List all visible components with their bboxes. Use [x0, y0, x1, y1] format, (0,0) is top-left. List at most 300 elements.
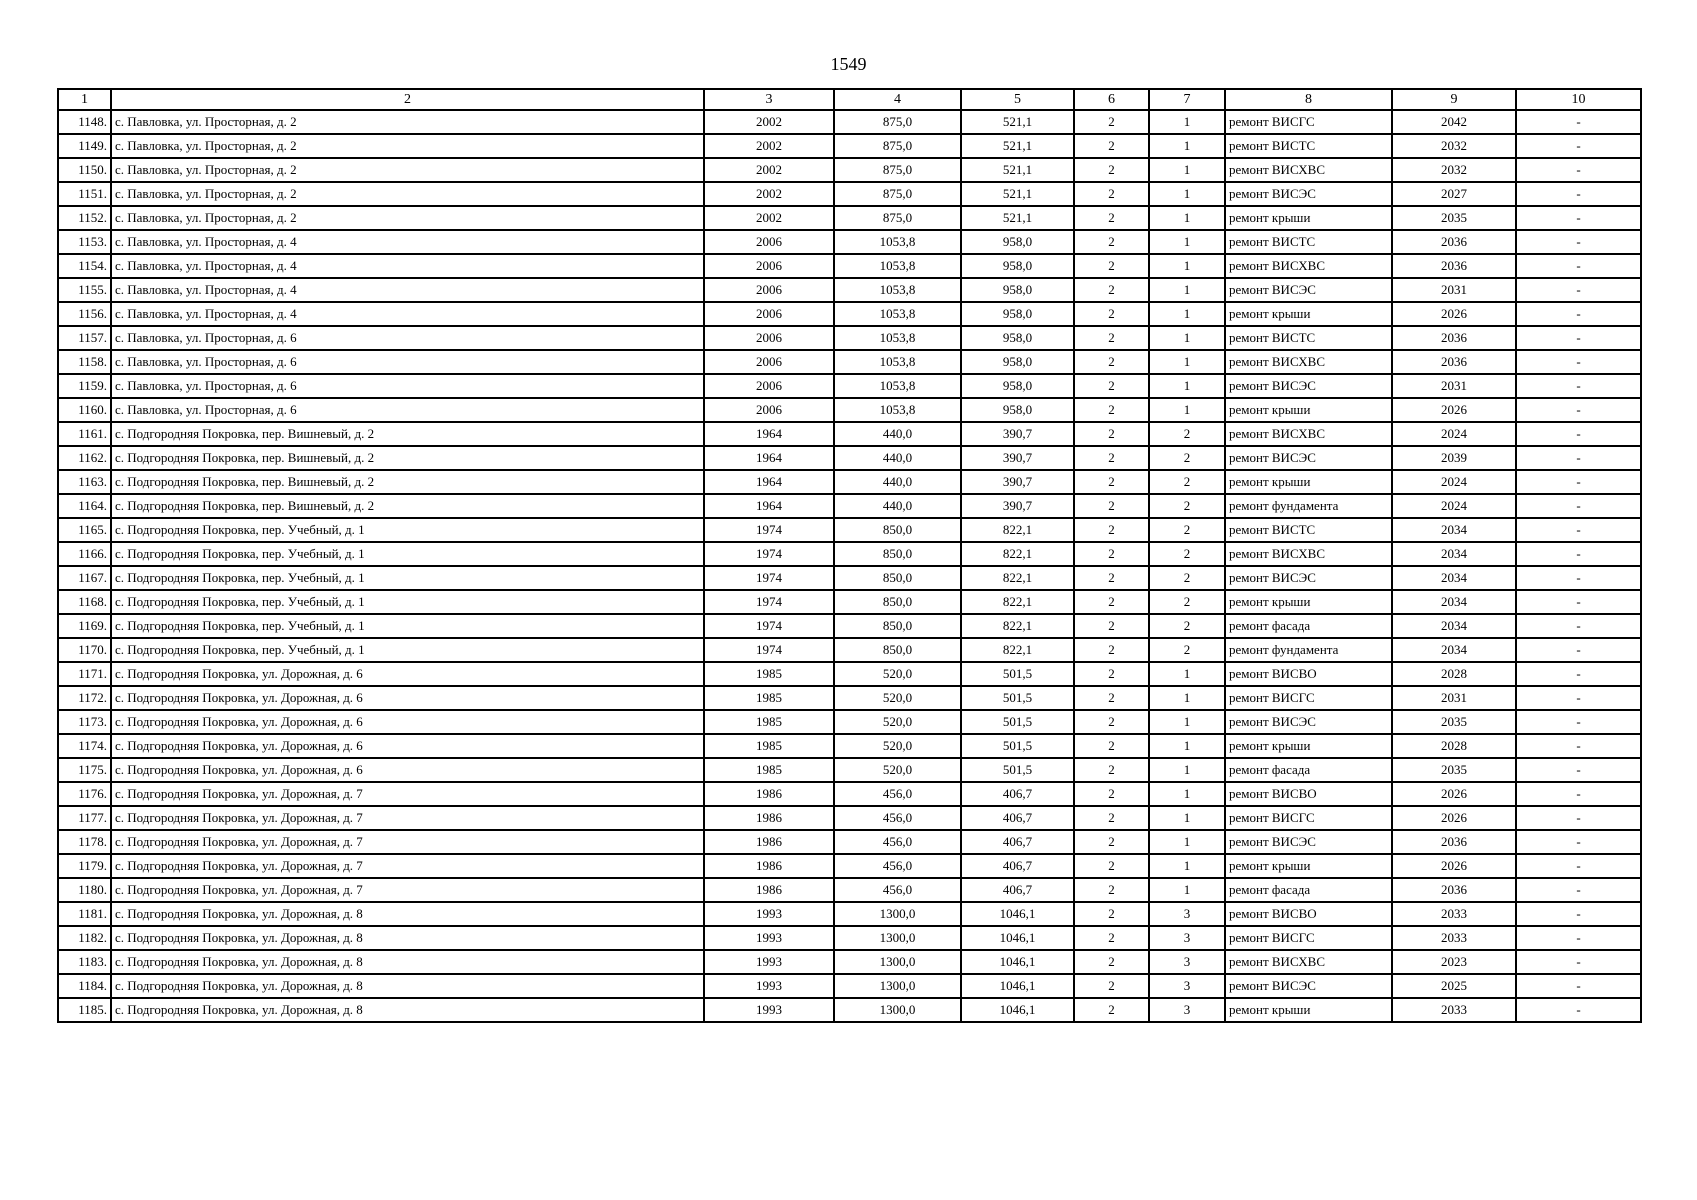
entrances-cell: 1	[1149, 758, 1225, 782]
floors-cell: 2	[1074, 182, 1149, 206]
entrances-cell: 2	[1149, 638, 1225, 662]
table-row	[58, 614, 1641, 638]
work-type-cell: ремонт ВИСЭС	[1225, 446, 1392, 470]
living-area-cell: 390,7	[961, 422, 1074, 446]
entrances-cell: 1	[1149, 326, 1225, 350]
year-cell: 1974	[704, 542, 834, 566]
note-cell: -	[1516, 374, 1641, 398]
living-area-cell: 822,1	[961, 542, 1074, 566]
floors-cell: 2	[1074, 350, 1149, 374]
note-cell: -	[1516, 830, 1641, 854]
planned-year-cell: 2035	[1392, 710, 1516, 734]
work-type-cell: ремонт ВИСЭС	[1225, 974, 1392, 998]
floors-cell: 2	[1074, 422, 1149, 446]
total-area-cell: 520,0	[834, 686, 961, 710]
note-cell: -	[1516, 518, 1641, 542]
address-cell: с. Павловка, ул. Просторная, д. 4	[111, 278, 704, 302]
entrances-cell: 2	[1149, 470, 1225, 494]
entrances-cell: 1	[1149, 134, 1225, 158]
living-area-cell: 822,1	[961, 590, 1074, 614]
row-number-cell: 1162.	[58, 446, 111, 470]
living-area-cell: 958,0	[961, 302, 1074, 326]
work-type-cell: ремонт ВИСТС	[1225, 518, 1392, 542]
total-area-cell: 1300,0	[834, 902, 961, 926]
year-cell: 1986	[704, 830, 834, 854]
floors-cell: 2	[1074, 590, 1149, 614]
address-cell: с. Подгородняя Покровка, ул. Дорожная, д. 6	[111, 662, 704, 686]
total-area-cell: 1053,8	[834, 278, 961, 302]
column-header: 7	[1149, 89, 1225, 110]
entrances-cell: 1	[1149, 830, 1225, 854]
entrances-cell: 1	[1149, 686, 1225, 710]
work-type-cell: ремонт ВИСХВС	[1225, 350, 1392, 374]
living-area-cell: 822,1	[961, 638, 1074, 662]
total-area-cell: 1300,0	[834, 974, 961, 998]
living-area-cell: 390,7	[961, 470, 1074, 494]
address-cell: с. Подгородняя Покровка, ул. Дорожная, д. 8	[111, 926, 704, 950]
total-area-cell: 875,0	[834, 182, 961, 206]
address-cell: с. Подгородняя Покровка, пер. Вишневый, д. 2	[111, 422, 704, 446]
note-cell: -	[1516, 710, 1641, 734]
note-cell: -	[1516, 590, 1641, 614]
total-area-cell: 850,0	[834, 614, 961, 638]
table-row	[58, 182, 1641, 206]
address-cell: с. Подгородняя Покровка, ул. Дорожная, д. 7	[111, 854, 704, 878]
work-type-cell: ремонт ВИСХВС	[1225, 422, 1392, 446]
row-number-cell: 1148.	[58, 110, 111, 134]
column-number-row	[58, 89, 1641, 110]
planned-year-cell: 2026	[1392, 398, 1516, 422]
address-cell: с. Подгородняя Покровка, ул. Дорожная, д. 6	[111, 710, 704, 734]
note-cell: -	[1516, 326, 1641, 350]
floors-cell: 2	[1074, 398, 1149, 422]
work-type-cell: ремонт ВИСЭС	[1225, 566, 1392, 590]
year-cell: 1986	[704, 782, 834, 806]
total-area-cell: 520,0	[834, 662, 961, 686]
planned-year-cell: 2036	[1392, 878, 1516, 902]
living-area-cell: 521,1	[961, 158, 1074, 182]
note-cell: -	[1516, 734, 1641, 758]
total-area-cell: 1053,8	[834, 326, 961, 350]
address-cell: с. Павловка, ул. Просторная, д. 6	[111, 326, 704, 350]
address-cell: с. Павловка, ул. Просторная, д. 2	[111, 182, 704, 206]
note-cell: -	[1516, 998, 1641, 1022]
total-area-cell: 440,0	[834, 470, 961, 494]
work-type-cell: ремонт ВИСЭС	[1225, 830, 1392, 854]
floors-cell: 2	[1074, 974, 1149, 998]
entrances-cell: 1	[1149, 182, 1225, 206]
row-number-cell: 1173.	[58, 710, 111, 734]
table-row	[58, 134, 1641, 158]
table-row	[58, 830, 1641, 854]
address-cell: с. Павловка, ул. Просторная, д. 2	[111, 134, 704, 158]
address-cell: с. Подгородняя Покровка, пер. Учебный, д. 1	[111, 518, 704, 542]
entrances-cell: 3	[1149, 998, 1225, 1022]
table-row	[58, 566, 1641, 590]
note-cell: -	[1516, 230, 1641, 254]
note-cell: -	[1516, 638, 1641, 662]
year-cell: 1993	[704, 902, 834, 926]
table-row	[58, 782, 1641, 806]
year-cell: 1974	[704, 590, 834, 614]
total-area-cell: 456,0	[834, 806, 961, 830]
total-area-cell: 456,0	[834, 854, 961, 878]
work-type-cell: ремонт крыши	[1225, 398, 1392, 422]
year-cell: 1964	[704, 494, 834, 518]
floors-cell: 2	[1074, 494, 1149, 518]
year-cell: 2006	[704, 302, 834, 326]
planned-year-cell: 2028	[1392, 662, 1516, 686]
floors-cell: 2	[1074, 806, 1149, 830]
row-number-cell: 1159.	[58, 374, 111, 398]
planned-year-cell: 2031	[1392, 278, 1516, 302]
address-cell: с. Павловка, ул. Просторная, д. 4	[111, 302, 704, 326]
note-cell: -	[1516, 158, 1641, 182]
row-number-cell: 1164.	[58, 494, 111, 518]
living-area-cell: 958,0	[961, 230, 1074, 254]
note-cell: -	[1516, 494, 1641, 518]
living-area-cell: 406,7	[961, 782, 1074, 806]
column-header: 10	[1516, 89, 1641, 110]
table-row	[58, 590, 1641, 614]
floors-cell: 2	[1074, 326, 1149, 350]
entrances-cell: 1	[1149, 806, 1225, 830]
planned-year-cell: 2034	[1392, 638, 1516, 662]
floors-cell: 2	[1074, 470, 1149, 494]
floors-cell: 2	[1074, 302, 1149, 326]
total-area-cell: 1300,0	[834, 998, 961, 1022]
planned-year-cell: 2026	[1392, 806, 1516, 830]
table-row	[58, 158, 1641, 182]
floors-cell: 2	[1074, 614, 1149, 638]
entrances-cell: 2	[1149, 542, 1225, 566]
entrances-cell: 1	[1149, 374, 1225, 398]
table-row	[58, 206, 1641, 230]
row-number-cell: 1177.	[58, 806, 111, 830]
table-row	[58, 758, 1641, 782]
living-area-cell: 822,1	[961, 518, 1074, 542]
row-number-cell: 1152.	[58, 206, 111, 230]
work-type-cell: ремонт крыши	[1225, 854, 1392, 878]
address-cell: с. Подгородняя Покровка, ул. Дорожная, д. 6	[111, 758, 704, 782]
work-type-cell: ремонт фасада	[1225, 878, 1392, 902]
note-cell: -	[1516, 758, 1641, 782]
living-area-cell: 501,5	[961, 710, 1074, 734]
entrances-cell: 1	[1149, 350, 1225, 374]
table-row	[58, 878, 1641, 902]
year-cell: 2002	[704, 182, 834, 206]
row-number-cell: 1180.	[58, 878, 111, 902]
work-type-cell: ремонт ВИСГС	[1225, 806, 1392, 830]
table-row	[58, 638, 1641, 662]
planned-year-cell: 2034	[1392, 590, 1516, 614]
floors-cell: 2	[1074, 734, 1149, 758]
table-row	[58, 422, 1641, 446]
entrances-cell: 3	[1149, 902, 1225, 926]
floors-cell: 2	[1074, 998, 1149, 1022]
address-cell: с. Подгородняя Покровка, пер. Учебный, д. 1	[111, 614, 704, 638]
planned-year-cell: 2036	[1392, 254, 1516, 278]
note-cell: -	[1516, 686, 1641, 710]
living-area-cell: 406,7	[961, 854, 1074, 878]
floors-cell: 2	[1074, 134, 1149, 158]
work-type-cell: ремонт ВИСВО	[1225, 662, 1392, 686]
planned-year-cell: 2026	[1392, 302, 1516, 326]
floors-cell: 2	[1074, 566, 1149, 590]
table-row	[58, 470, 1641, 494]
row-number-cell: 1169.	[58, 614, 111, 638]
entrances-cell: 1	[1149, 710, 1225, 734]
living-area-cell: 958,0	[961, 398, 1074, 422]
year-cell: 1974	[704, 518, 834, 542]
row-number-cell: 1181.	[58, 902, 111, 926]
row-number-cell: 1167.	[58, 566, 111, 590]
planned-year-cell: 2023	[1392, 950, 1516, 974]
entrances-cell: 1	[1149, 278, 1225, 302]
work-type-cell: ремонт крыши	[1225, 302, 1392, 326]
row-number-cell: 1155.	[58, 278, 111, 302]
year-cell: 2006	[704, 350, 834, 374]
living-area-cell: 406,7	[961, 830, 1074, 854]
column-header: 5	[961, 89, 1074, 110]
floors-cell: 2	[1074, 278, 1149, 302]
year-cell: 1985	[704, 710, 834, 734]
work-type-cell: ремонт фасада	[1225, 614, 1392, 638]
table-row	[58, 926, 1641, 950]
planned-year-cell: 2033	[1392, 902, 1516, 926]
column-header: 2	[111, 89, 704, 110]
total-area-cell: 875,0	[834, 110, 961, 134]
living-area-cell: 958,0	[961, 326, 1074, 350]
year-cell: 2006	[704, 326, 834, 350]
work-type-cell: ремонт фундамента	[1225, 638, 1392, 662]
planned-year-cell: 2036	[1392, 230, 1516, 254]
year-cell: 1964	[704, 470, 834, 494]
total-area-cell: 875,0	[834, 134, 961, 158]
address-cell: с. Подгородняя Покровка, ул. Дорожная, д. 6	[111, 686, 704, 710]
table-row	[58, 326, 1641, 350]
total-area-cell: 1300,0	[834, 950, 961, 974]
address-cell: с. Подгородняя Покровка, ул. Дорожная, д. 7	[111, 782, 704, 806]
row-number-cell: 1160.	[58, 398, 111, 422]
living-area-cell: 501,5	[961, 734, 1074, 758]
table-row	[58, 734, 1641, 758]
note-cell: -	[1516, 878, 1641, 902]
note-cell: -	[1516, 206, 1641, 230]
living-area-cell: 521,1	[961, 206, 1074, 230]
entrances-cell: 2	[1149, 422, 1225, 446]
planned-year-cell: 2042	[1392, 110, 1516, 134]
column-header: 6	[1074, 89, 1149, 110]
planned-year-cell: 2024	[1392, 494, 1516, 518]
floors-cell: 2	[1074, 446, 1149, 470]
floors-cell: 2	[1074, 518, 1149, 542]
work-type-cell: ремонт фундамента	[1225, 494, 1392, 518]
living-area-cell: 1046,1	[961, 950, 1074, 974]
planned-year-cell: 2031	[1392, 374, 1516, 398]
table-row	[58, 374, 1641, 398]
table-row	[58, 542, 1641, 566]
living-area-cell: 521,1	[961, 134, 1074, 158]
work-type-cell: ремонт ВИСЭС	[1225, 278, 1392, 302]
table-row	[58, 998, 1641, 1022]
entrances-cell: 1	[1149, 206, 1225, 230]
total-area-cell: 875,0	[834, 206, 961, 230]
planned-year-cell: 2039	[1392, 446, 1516, 470]
planned-year-cell: 2033	[1392, 998, 1516, 1022]
address-cell: с. Подгородняя Покровка, ул. Дорожная, д. 6	[111, 734, 704, 758]
living-area-cell: 521,1	[961, 182, 1074, 206]
address-cell: с. Подгородняя Покровка, пер. Учебный, д. 1	[111, 566, 704, 590]
work-type-cell: ремонт крыши	[1225, 590, 1392, 614]
year-cell: 1964	[704, 422, 834, 446]
planned-year-cell: 2032	[1392, 134, 1516, 158]
year-cell: 2006	[704, 278, 834, 302]
floors-cell: 2	[1074, 542, 1149, 566]
planned-year-cell: 2024	[1392, 422, 1516, 446]
work-type-cell: ремонт фасада	[1225, 758, 1392, 782]
work-type-cell: ремонт ВИСХВС	[1225, 254, 1392, 278]
address-cell: с. Павловка, ул. Просторная, д. 6	[111, 374, 704, 398]
table-row	[58, 662, 1641, 686]
table-row	[58, 974, 1641, 998]
year-cell: 2006	[704, 398, 834, 422]
total-area-cell: 1300,0	[834, 926, 961, 950]
note-cell: -	[1516, 566, 1641, 590]
row-number-cell: 1157.	[58, 326, 111, 350]
address-cell: с. Павловка, ул. Просторная, д. 4	[111, 254, 704, 278]
address-cell: с. Подгородняя Покровка, пер. Вишневый, д. 2	[111, 446, 704, 470]
column-header: 8	[1225, 89, 1392, 110]
table-row	[58, 350, 1641, 374]
total-area-cell: 1053,8	[834, 374, 961, 398]
row-number-cell: 1151.	[58, 182, 111, 206]
entrances-cell: 1	[1149, 110, 1225, 134]
entrances-cell: 1	[1149, 662, 1225, 686]
row-number-cell: 1182.	[58, 926, 111, 950]
total-area-cell: 456,0	[834, 878, 961, 902]
planned-year-cell: 2026	[1392, 854, 1516, 878]
address-cell: с. Подгородняя Покровка, ул. Дорожная, д. 7	[111, 806, 704, 830]
table-row	[58, 854, 1641, 878]
floors-cell: 2	[1074, 254, 1149, 278]
entrances-cell: 2	[1149, 494, 1225, 518]
row-number-cell: 1161.	[58, 422, 111, 446]
total-area-cell: 440,0	[834, 422, 961, 446]
table-row	[58, 806, 1641, 830]
row-number-cell: 1150.	[58, 158, 111, 182]
living-area-cell: 390,7	[961, 494, 1074, 518]
work-type-cell: ремонт крыши	[1225, 998, 1392, 1022]
table-body	[58, 110, 1641, 1022]
column-header: 3	[704, 89, 834, 110]
work-type-cell: ремонт ВИСВО	[1225, 782, 1392, 806]
table-row	[58, 254, 1641, 278]
year-cell: 1986	[704, 878, 834, 902]
entrances-cell: 1	[1149, 158, 1225, 182]
row-number-cell: 1165.	[58, 518, 111, 542]
note-cell: -	[1516, 974, 1641, 998]
address-cell: с. Подгородняя Покровка, ул. Дорожная, д. 8	[111, 998, 704, 1022]
year-cell: 1985	[704, 758, 834, 782]
planned-year-cell: 2028	[1392, 734, 1516, 758]
living-area-cell: 1046,1	[961, 998, 1074, 1022]
year-cell: 1974	[704, 614, 834, 638]
work-type-cell: ремонт ВИСЭС	[1225, 374, 1392, 398]
note-cell: -	[1516, 254, 1641, 278]
row-number-cell: 1175.	[58, 758, 111, 782]
note-cell: -	[1516, 350, 1641, 374]
work-type-cell: ремонт ВИСХВС	[1225, 158, 1392, 182]
work-type-cell: ремонт ВИСГС	[1225, 926, 1392, 950]
living-area-cell: 501,5	[961, 686, 1074, 710]
note-cell: -	[1516, 950, 1641, 974]
planned-year-cell: 2025	[1392, 974, 1516, 998]
living-area-cell: 958,0	[961, 254, 1074, 278]
note-cell: -	[1516, 614, 1641, 638]
table-row	[58, 950, 1641, 974]
address-cell: с. Подгородняя Покровка, ул. Дорожная, д. 8	[111, 950, 704, 974]
planned-year-cell: 2033	[1392, 926, 1516, 950]
address-cell: с. Павловка, ул. Просторная, д. 6	[111, 398, 704, 422]
planned-year-cell: 2036	[1392, 350, 1516, 374]
row-number-cell: 1149.	[58, 134, 111, 158]
year-cell: 1974	[704, 566, 834, 590]
year-cell: 1974	[704, 638, 834, 662]
year-cell: 2002	[704, 134, 834, 158]
work-type-cell: ремонт ВИСГС	[1225, 686, 1392, 710]
floors-cell: 2	[1074, 926, 1149, 950]
note-cell: -	[1516, 662, 1641, 686]
entrances-cell: 1	[1149, 878, 1225, 902]
entrances-cell: 2	[1149, 566, 1225, 590]
living-area-cell: 521,1	[961, 110, 1074, 134]
table-row	[58, 278, 1641, 302]
work-type-cell: ремонт ВИСЭС	[1225, 710, 1392, 734]
total-area-cell: 520,0	[834, 758, 961, 782]
note-cell: -	[1516, 302, 1641, 326]
total-area-cell: 850,0	[834, 542, 961, 566]
work-type-cell: ремонт крыши	[1225, 734, 1392, 758]
address-cell: с. Павловка, ул. Просторная, д. 2	[111, 158, 704, 182]
floors-cell: 2	[1074, 158, 1149, 182]
planned-year-cell: 2036	[1392, 326, 1516, 350]
living-area-cell: 958,0	[961, 374, 1074, 398]
work-type-cell: ремонт ВИСГС	[1225, 110, 1392, 134]
planned-year-cell: 2034	[1392, 518, 1516, 542]
year-cell: 2006	[704, 254, 834, 278]
floors-cell: 2	[1074, 758, 1149, 782]
year-cell: 1985	[704, 734, 834, 758]
work-type-cell: ремонт ВИСВО	[1225, 902, 1392, 926]
total-area-cell: 850,0	[834, 518, 961, 542]
year-cell: 1985	[704, 662, 834, 686]
planned-year-cell: 2034	[1392, 614, 1516, 638]
total-area-cell: 1053,8	[834, 254, 961, 278]
address-cell: с. Подгородняя Покровка, ул. Дорожная, д. 8	[111, 974, 704, 998]
planned-year-cell: 2026	[1392, 782, 1516, 806]
year-cell: 1993	[704, 974, 834, 998]
entrances-cell: 1	[1149, 302, 1225, 326]
living-area-cell: 1046,1	[961, 974, 1074, 998]
row-number-cell: 1183.	[58, 950, 111, 974]
row-number-cell: 1158.	[58, 350, 111, 374]
note-cell: -	[1516, 926, 1641, 950]
address-cell: с. Подгородняя Покровка, ул. Дорожная, д. 7	[111, 878, 704, 902]
year-cell: 1986	[704, 806, 834, 830]
planned-year-cell: 2036	[1392, 830, 1516, 854]
table-row	[58, 494, 1641, 518]
